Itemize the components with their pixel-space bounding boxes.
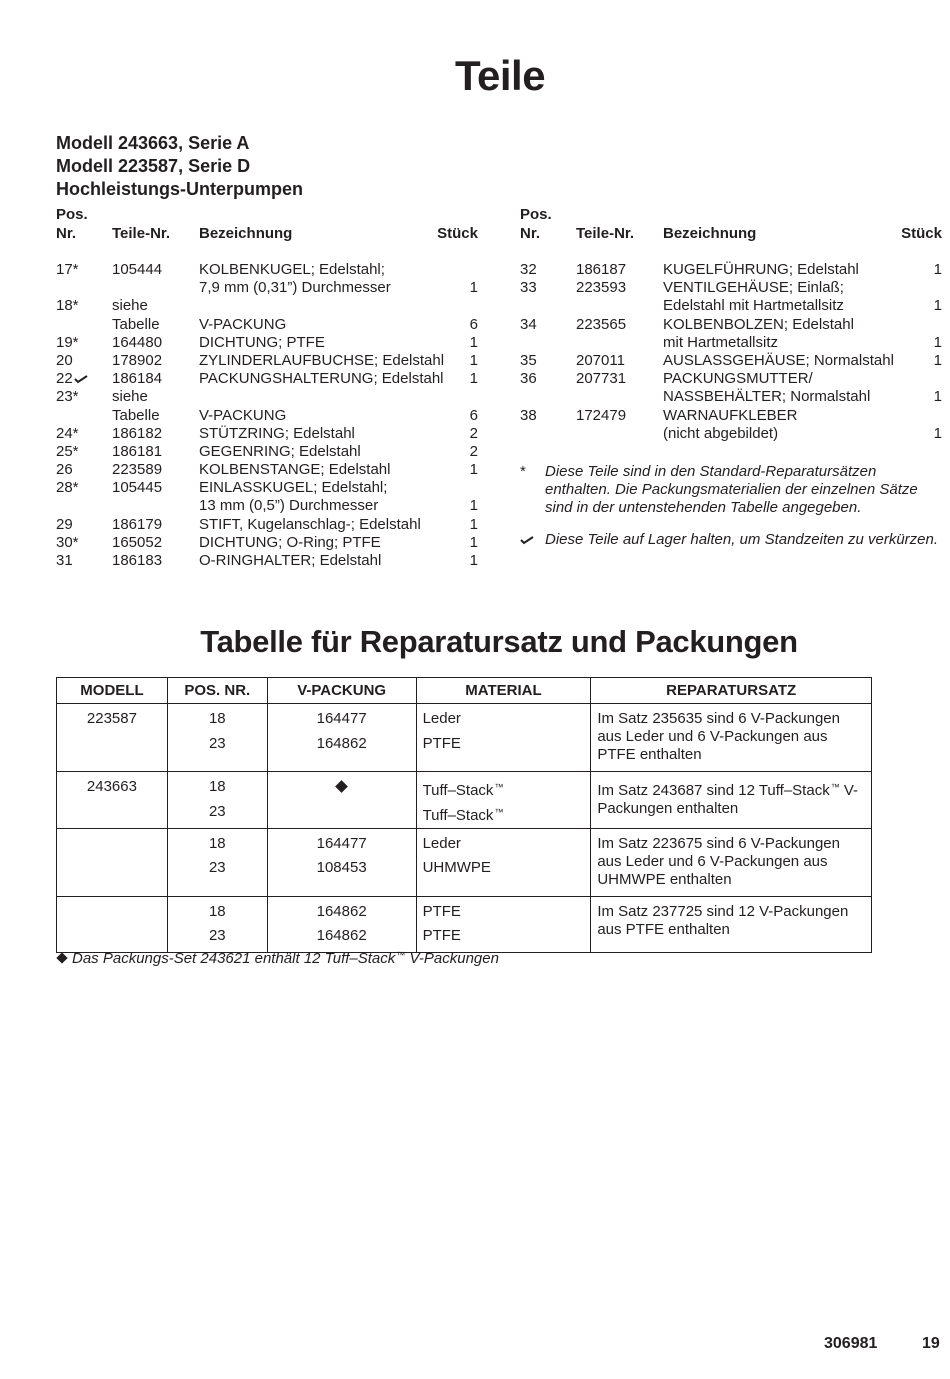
part-description: V-PACKUNG	[199, 315, 287, 333]
pos-value: 18	[208, 834, 226, 852]
pos-value: 18	[208, 778, 226, 795]
checkmark-icon	[520, 531, 534, 549]
table-row	[57, 704, 872, 772]
table-title: Tabelle für Reparatursatz und Packungen	[200, 624, 798, 659]
cell-pos	[167, 704, 267, 772]
part-description: DICHTUNG; O-Ring; PTFE	[199, 533, 381, 551]
parts-list-header	[56, 206, 480, 243]
part-row	[520, 316, 944, 334]
model-value: 243663	[86, 778, 137, 795]
note-star	[520, 463, 940, 518]
part-number: 207731	[576, 370, 627, 388]
cell-material	[416, 828, 591, 896]
kit-text-end: V-Packungen enthalten	[597, 782, 859, 817]
col-pos: Nr.	[56, 225, 77, 242]
th-vpackung: V-PACKUNG	[267, 678, 416, 704]
part-quantity: 1	[469, 279, 478, 297]
part-description: ZYLINDERLAUFBUCHSE; Edelstahl	[199, 351, 445, 369]
pos-value: 18	[208, 710, 226, 727]
part-number: 178902	[112, 351, 163, 369]
cell-model	[57, 772, 168, 829]
parts-list-left	[56, 206, 480, 570]
cell-model	[57, 704, 168, 772]
part-pos: 20	[56, 351, 73, 369]
pos-value: 23	[208, 802, 226, 820]
material-value	[422, 803, 585, 824]
kit-text: Im Satz 237725 sind 12 V-Packungen aus PTFE enthalten	[597, 902, 849, 938]
part-description: KOLBENSTANGE; Edelstahl	[199, 461, 391, 479]
asterisk-symbol: *	[520, 463, 526, 480]
material-value	[423, 710, 585, 735]
part-pos: 32	[520, 261, 537, 278]
kit-text: Im Satz 223675 sind 6 V-Packungen aus Leder und 6 V-Packungen aus UHMWPE enthalten	[597, 834, 840, 888]
part-quantity: 1	[469, 552, 478, 569]
cell-material	[416, 704, 591, 772]
subheading-line: Modell 243663, Serie A	[56, 133, 250, 153]
part-description: WARNAUFKLEBER	[663, 406, 798, 424]
part-description: EINLASSKUGEL; Edelstahl;	[199, 479, 388, 497]
part-number: 164480	[112, 333, 163, 351]
part-description: KUGELFÜHRUNG; Edelstahl	[663, 261, 859, 278]
cell-kit	[591, 896, 872, 953]
th-material: MATERIAL	[416, 678, 591, 704]
part-pos: 19*	[56, 333, 79, 351]
part-row	[56, 316, 480, 334]
trademark-symbol: ™	[494, 782, 504, 792]
part-row	[520, 279, 944, 297]
cell-material	[416, 896, 591, 953]
cell-model	[57, 896, 168, 953]
material-text: PTFE	[422, 927, 461, 944]
part-pos: 22	[56, 370, 73, 388]
material-value	[423, 903, 585, 928]
th-pos: POS. NR.	[167, 678, 267, 704]
part-quantity: 1	[469, 461, 478, 479]
pos-value: 23	[208, 859, 226, 876]
part-pos: 35	[520, 351, 537, 369]
material-text: Tuff–Stack	[422, 806, 494, 824]
parts-rows	[520, 261, 944, 443]
cell-material	[416, 772, 591, 829]
part-row	[56, 388, 480, 406]
part-pos: 31	[56, 552, 73, 569]
part-number: 223565	[576, 315, 627, 333]
parts-list-right	[520, 206, 944, 443]
part-row	[56, 516, 480, 534]
part-quantity: 1	[933, 333, 942, 351]
part-quantity: 1	[469, 533, 478, 551]
part-quantity: 1	[469, 497, 478, 515]
part-number: siehe	[112, 297, 148, 315]
part-number: 172479	[576, 406, 627, 424]
vpackung-value: 164862	[316, 902, 367, 920]
part-row	[56, 443, 480, 461]
part-row	[56, 479, 480, 497]
material-value	[423, 927, 585, 945]
checkmark-icon	[74, 370, 88, 388]
pos-value: 23	[208, 734, 226, 752]
part-number: 186179	[112, 515, 163, 533]
material-value	[423, 735, 585, 753]
part-quantity: 1	[933, 351, 942, 369]
part-pos: 18*	[56, 297, 79, 315]
part-pos: 26	[56, 461, 73, 479]
part-row	[520, 425, 944, 443]
part-number: 165052	[112, 533, 163, 551]
part-row	[56, 425, 480, 443]
vpackung-value: 108453	[316, 859, 367, 876]
col-part: Teile-Nr.	[112, 225, 171, 242]
pos-value: 18	[208, 902, 226, 920]
part-quantity: 6	[469, 315, 478, 333]
part-description: (nicht abgebildet)	[663, 424, 779, 442]
repair-kit-table	[56, 677, 872, 953]
part-row	[56, 352, 480, 370]
part-description: PACKUNGSHALTERUNG; Edelstahl	[199, 370, 444, 388]
part-row	[56, 261, 480, 279]
part-number: Tabelle	[112, 406, 160, 424]
material-text: Tuff–Stack	[422, 782, 494, 799]
vpackung-value: 164477	[316, 834, 367, 852]
cell-model	[57, 828, 168, 896]
col-qty: Stück	[901, 225, 942, 242]
model-value: 223587	[86, 710, 137, 727]
trademark-symbol: ™	[830, 782, 840, 792]
part-pos: 25*	[56, 442, 79, 460]
part-quantity: 2	[469, 424, 478, 442]
part-row	[520, 334, 944, 352]
kit-text: Im Satz 235635 sind 6 V-Packungen aus Leder und 6 V-Packungen aus PTFE enthalten	[597, 710, 840, 763]
part-quantity: 1	[933, 424, 942, 442]
part-quantity: 1	[933, 297, 942, 315]
material-text: PTFE	[422, 734, 461, 752]
subheading-line: Modell 223587, Serie D	[56, 156, 251, 176]
document-number: 306981	[824, 1335, 878, 1352]
part-row	[56, 334, 480, 352]
part-number: 186187	[576, 261, 627, 278]
cell-vpackung	[267, 896, 416, 953]
parts-list-header	[520, 206, 944, 243]
cell-pos	[167, 772, 267, 829]
note-check	[520, 531, 940, 549]
material-text: Leder	[422, 710, 461, 727]
material-text: PTFE	[422, 902, 461, 920]
part-description: 7,9 mm (0,31”) Durchmesser	[199, 279, 391, 297]
part-row	[520, 388, 944, 406]
subheading-line: Hochleistungs-Unterpumpen	[56, 179, 304, 199]
part-pos: 38	[520, 406, 537, 424]
table-footnote	[58, 950, 499, 967]
part-description: 13 mm (0,5”) Durchmesser	[199, 497, 379, 515]
footnote-text: Das Packungs-Set 243621 enthält 12 Tuff–Stack	[72, 950, 396, 967]
parts-rows	[56, 261, 480, 570]
table-row	[57, 772, 872, 829]
part-row	[56, 461, 480, 479]
part-pos: 29	[56, 515, 73, 533]
vpackung-value: 164477	[316, 710, 367, 727]
part-quantity: 1	[933, 388, 942, 406]
trademark-symbol: ™	[396, 950, 406, 960]
table-row	[57, 896, 872, 953]
part-row	[520, 370, 944, 388]
part-quantity: 2	[469, 442, 478, 460]
part-quantity: 1	[469, 333, 478, 351]
part-number: 207011	[576, 351, 625, 369]
part-quantity: 1	[933, 261, 942, 278]
part-quantity: 1	[469, 515, 478, 533]
note-star-text: Diese Teile sind in den Standard-Reparatursätzen enthalten. Die Packungsmaterialien der einzelnen Sätze sind in der untenstehenden Tabelle angegeben.	[545, 463, 918, 517]
vpackung-value	[274, 778, 410, 803]
part-description: AUSLASSGEHÄUSE; Normalstahl	[663, 351, 894, 369]
cell-pos	[167, 828, 267, 896]
part-row	[520, 407, 944, 425]
cell-vpackung	[267, 828, 416, 896]
part-row	[56, 370, 480, 388]
part-row	[56, 552, 480, 570]
part-row	[56, 279, 480, 297]
th-kit: REPARATURSATZ	[591, 678, 872, 704]
material-text: UHMWPE	[422, 859, 491, 876]
part-number: siehe	[112, 388, 148, 406]
diamond-icon	[335, 780, 348, 793]
part-row	[520, 261, 944, 279]
part-number: 223589	[112, 461, 163, 479]
kit-text: Im Satz 243687 sind 12 Tuff–Stack	[597, 782, 830, 799]
part-pos: 30*	[56, 533, 79, 551]
col-pos-top: Pos.	[520, 206, 552, 223]
cell-pos	[167, 896, 267, 953]
part-description: O-RINGHALTER; Edelstahl	[199, 552, 382, 569]
material-value	[423, 859, 585, 877]
material-text: Leder	[422, 834, 461, 852]
trademark-symbol: ™	[494, 806, 504, 817]
part-number: 186182	[112, 424, 163, 442]
vpackung-value	[274, 803, 410, 821]
part-description: V-PACKUNG	[199, 406, 287, 424]
pos-value: 23	[208, 927, 226, 944]
part-description: PACKUNGSMUTTER/	[663, 370, 813, 388]
part-row	[56, 407, 480, 425]
cell-kit	[591, 828, 872, 896]
part-row	[520, 297, 944, 315]
vpackung-value: 164862	[316, 927, 367, 944]
part-description: KOLBENKUGEL; Edelstahl;	[199, 261, 385, 278]
part-row	[520, 352, 944, 370]
vpackung-value: 164862	[316, 734, 367, 752]
footnote-text-end: V-Packungen	[409, 950, 499, 967]
part-pos: 28*	[56, 479, 79, 497]
part-description: Edelstahl mit Hartmetallsitz	[663, 297, 844, 315]
parts-notes	[520, 463, 940, 549]
part-description: VENTILGEHÄUSE; Einlaß;	[663, 279, 844, 297]
part-description: DICHTUNG; PTFE	[199, 333, 325, 351]
part-row	[56, 297, 480, 315]
col-part: Teile-Nr.	[576, 225, 635, 242]
page-number: 19	[922, 1335, 940, 1352]
part-description: mit Hartmetallsitz	[663, 333, 779, 351]
col-pos: Nr.	[520, 225, 541, 242]
part-number: 186183	[112, 552, 163, 569]
part-pos: 33	[520, 279, 537, 297]
model-value	[63, 835, 161, 853]
part-number: Tabelle	[112, 315, 160, 333]
model-value	[63, 903, 161, 921]
table-header-row	[57, 678, 872, 704]
col-desc: Bezeichnung	[199, 225, 293, 242]
part-number: 105444	[112, 261, 163, 278]
part-description: KOLBENBOLZEN; Edelstahl	[663, 315, 854, 333]
part-quantity: 1	[469, 370, 478, 388]
part-number: 186184	[112, 370, 163, 388]
part-number: 186181	[112, 442, 163, 460]
part-pos: 36	[520, 370, 537, 388]
part-pos: 24*	[56, 424, 79, 442]
part-row	[56, 497, 480, 515]
part-quantity: 6	[469, 406, 478, 424]
diamond-icon	[56, 952, 67, 963]
part-description: GEGENRING; Edelstahl	[199, 442, 361, 460]
model-subheading	[56, 132, 303, 201]
part-description: NASSBEHÄLTER; Normalstahl	[663, 388, 871, 406]
cell-vpackung	[267, 704, 416, 772]
part-quantity: 1	[469, 351, 478, 369]
part-number: 105445	[112, 479, 163, 497]
cell-kit	[591, 704, 872, 772]
note-check-text: Diese Teile auf Lager halten, um Standzeiten zu verkürzen.	[545, 530, 939, 548]
col-qty: Stück	[437, 225, 478, 242]
part-pos: 17*	[56, 261, 79, 278]
part-number: 223593	[576, 279, 627, 297]
col-pos-top: Pos.	[56, 206, 88, 223]
cell-kit	[591, 772, 872, 829]
part-pos: 23*	[56, 388, 79, 406]
part-row	[56, 534, 480, 552]
table-row	[57, 828, 872, 896]
cell-vpackung	[267, 772, 416, 829]
col-desc: Bezeichnung	[663, 225, 757, 242]
material-value	[423, 778, 585, 803]
th-model: MODELL	[57, 678, 168, 704]
part-description: STÜTZRING; Edelstahl	[199, 424, 355, 442]
part-pos: 34	[520, 315, 537, 333]
page-title: Teile	[454, 52, 546, 99]
part-description: STIFT, Kugelanschlag-; Edelstahl	[199, 515, 421, 533]
material-value	[423, 835, 585, 860]
